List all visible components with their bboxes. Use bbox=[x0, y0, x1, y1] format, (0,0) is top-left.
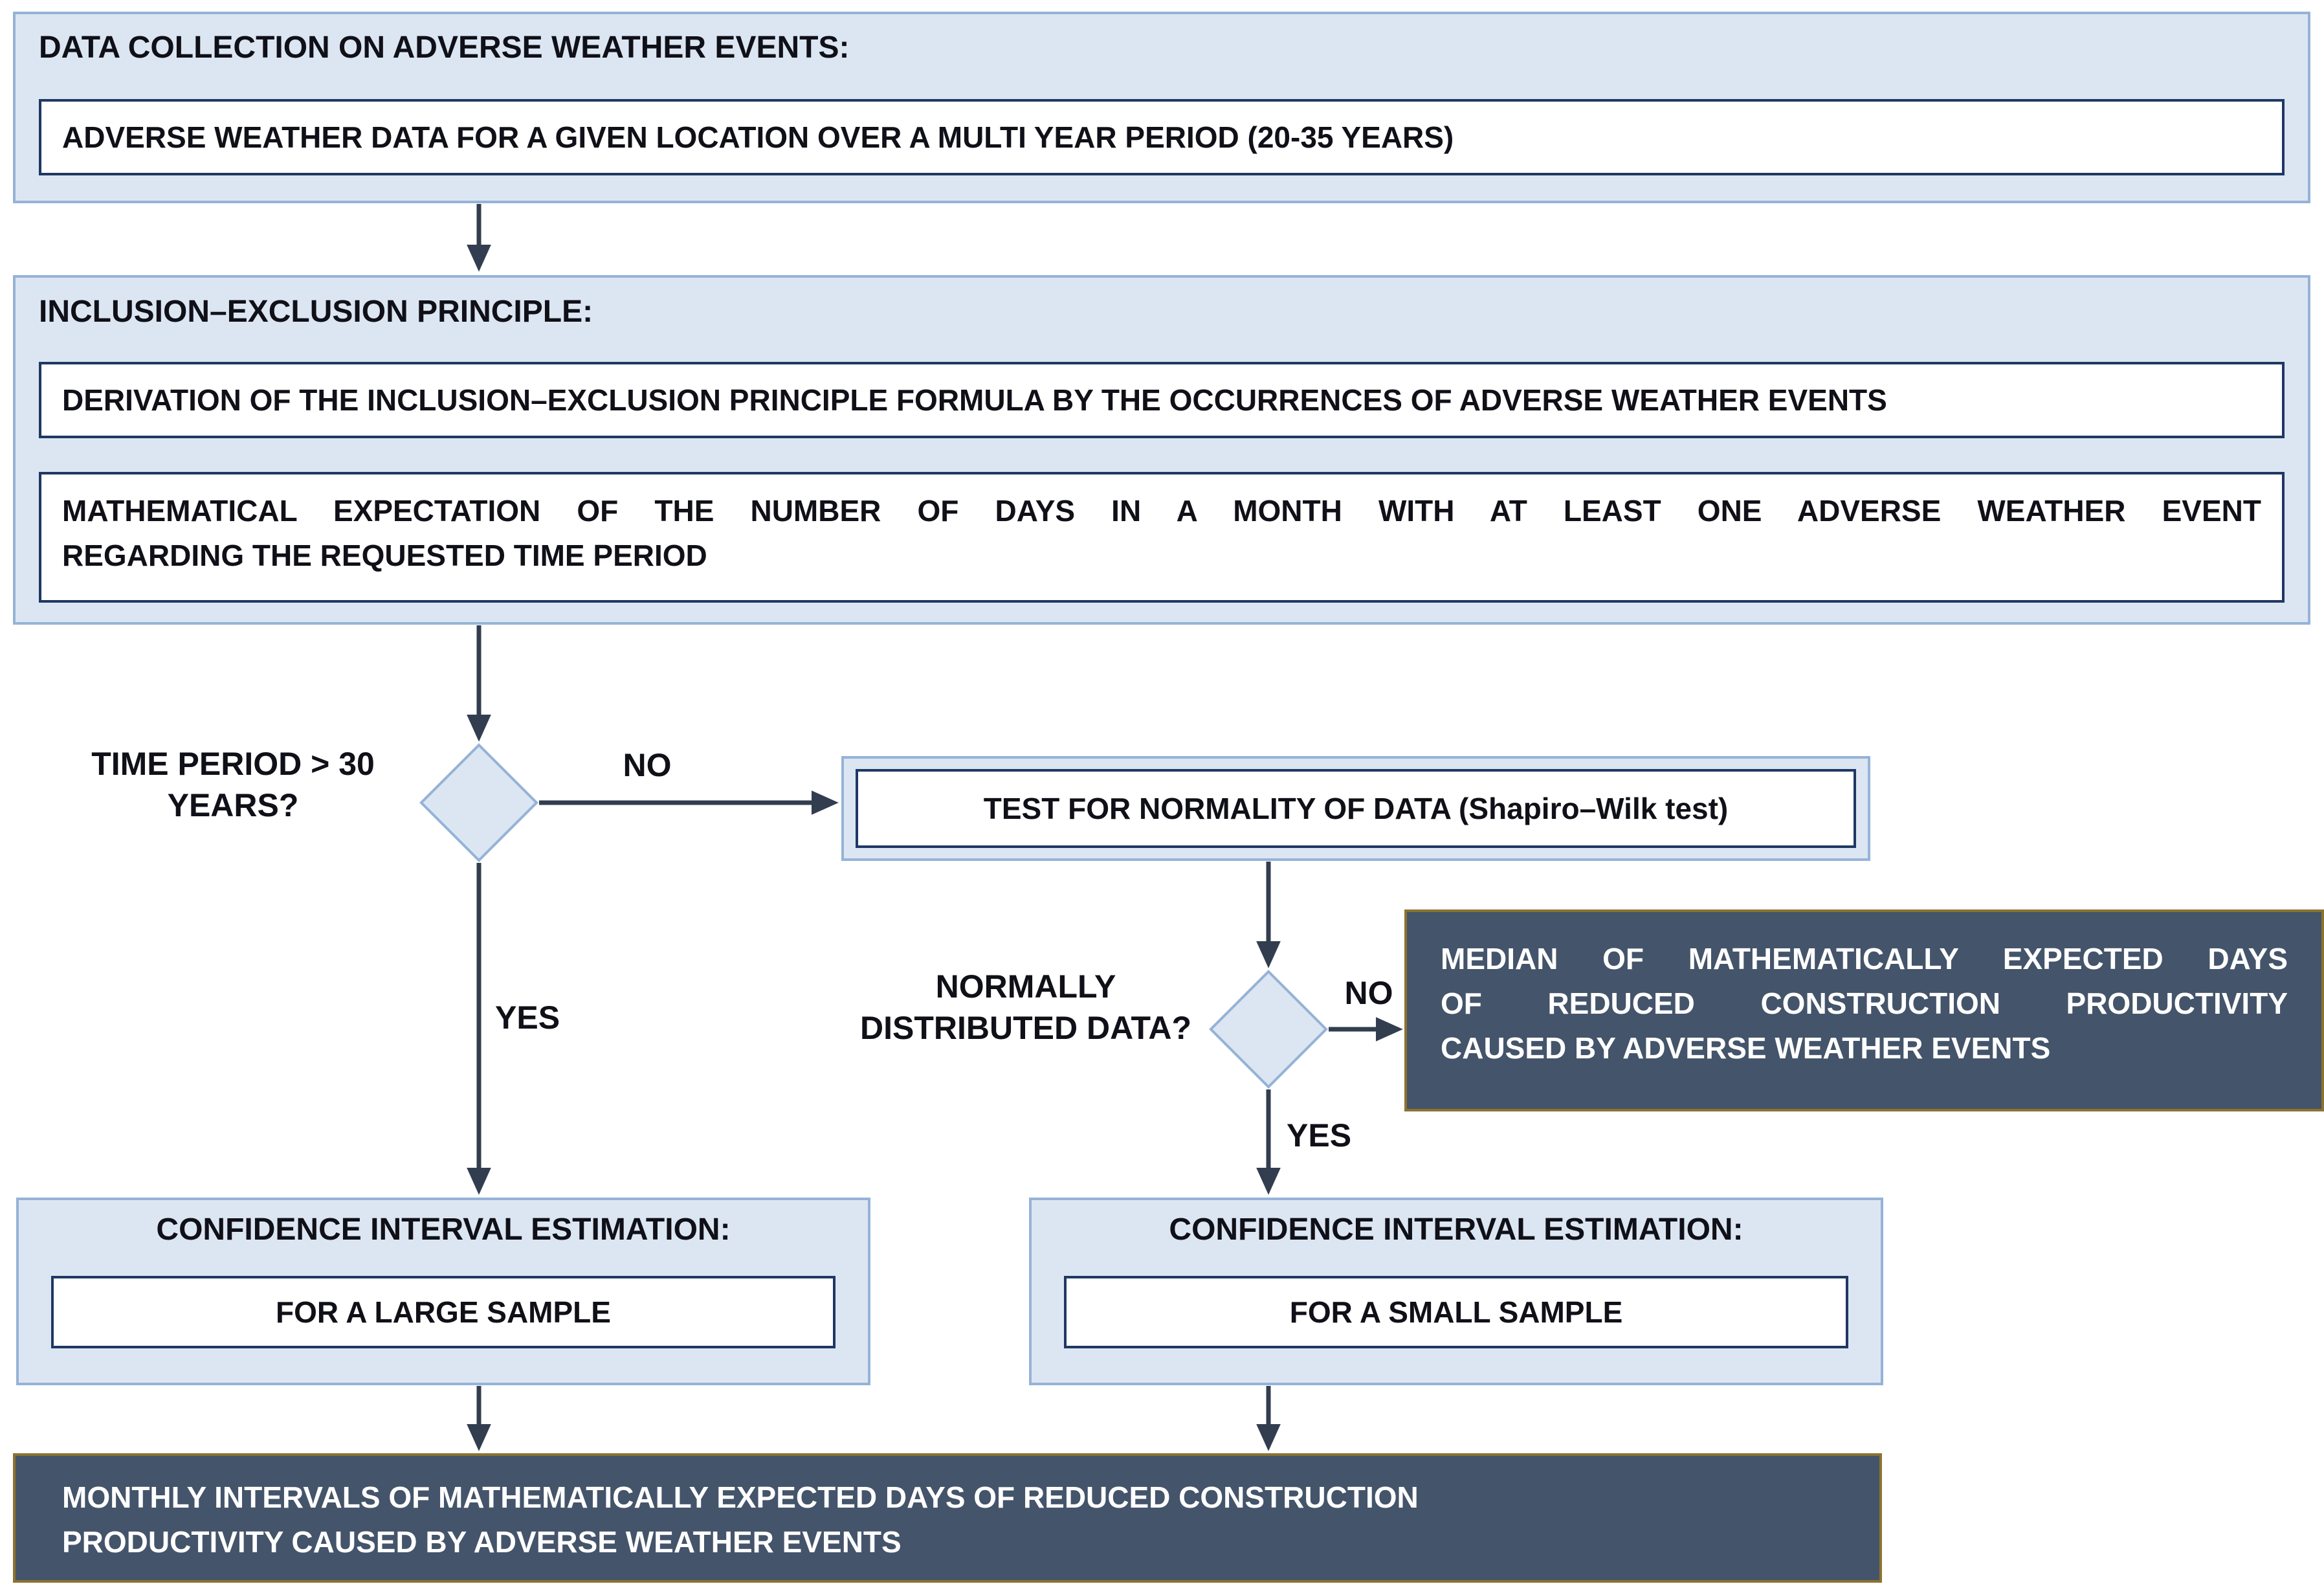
median-result-box: MEDIAN OF MATHEMATICALLY EXPECTED DAYS OF REDUCED CONSTRUCTION PRODUCTIVITY CAUSED BY ADVERSE WEATHER EVENTS bbox=[1404, 909, 2324, 1111]
data-collection-title: DATA COLLECTION ON ADVERSE WEATHER EVENTS: bbox=[39, 30, 850, 65]
ci-small-box bbox=[1029, 1198, 1883, 1385]
ci-large-title: CONFIDENCE INTERVAL ESTIMATION: bbox=[156, 1212, 731, 1247]
final-result-box: MONTHLY INTERVALS OF MATHEMATICALLY EXPECTED DAYS OF REDUCED CONSTRUCTION PRODUCTIVITY CAUSED BY ADVERSE WEATHER EVENTS bbox=[13, 1453, 1882, 1583]
time-period-decision-label: TIME PERIOD > 30 YEARS? bbox=[91, 746, 375, 823]
normality-yes-label: YES bbox=[1287, 1117, 1352, 1154]
ci-small-title: CONFIDENCE INTERVAL ESTIMATION: bbox=[1169, 1212, 1743, 1247]
inclusion-exclusion-box bbox=[13, 275, 2310, 625]
data-collection-box bbox=[13, 12, 2310, 203]
time-period-no-label: NO bbox=[623, 747, 672, 783]
ci-large-detail: FOR A LARGE SAMPLE bbox=[51, 1276, 836, 1348]
expectation-detail: MATHEMATICAL EXPECTATION OF THE NUMBER OF DAYS IN A MONTH WITH AT LEAST ONE ADVERSE WEATHER EVENT REGARDING THE REQUESTED TIME PERIOD bbox=[39, 472, 2285, 603]
normality-test-label: TEST FOR NORMALITY OF DATA (Shapiro–Wilk test) bbox=[856, 769, 1856, 848]
normality-decision-label: NORMALLY DISTRIBUTED DATA? bbox=[860, 968, 1191, 1046]
time-period-yes-label: YES bbox=[495, 999, 560, 1036]
inclusion-exclusion-title: INCLUSION–EXCLUSION PRINCIPLE: bbox=[39, 295, 593, 329]
derivation-detail: DERIVATION OF THE INCLUSION–EXCLUSION PRINCIPLE FORMULA BY THE OCCURRENCES OF ADVERSE WEATHER EVENTS bbox=[39, 362, 2285, 438]
normality-test-box bbox=[841, 756, 1870, 861]
ci-large-box bbox=[16, 1198, 870, 1385]
data-collection-detail: ADVERSE WEATHER DATA FOR A GIVEN LOCATION OVER A MULTI YEAR PERIOD (20-35 YEARS) bbox=[39, 99, 2285, 175]
ci-small-detail: FOR A SMALL SAMPLE bbox=[1064, 1276, 1848, 1348]
normality-no-label: NO bbox=[1344, 975, 1393, 1011]
